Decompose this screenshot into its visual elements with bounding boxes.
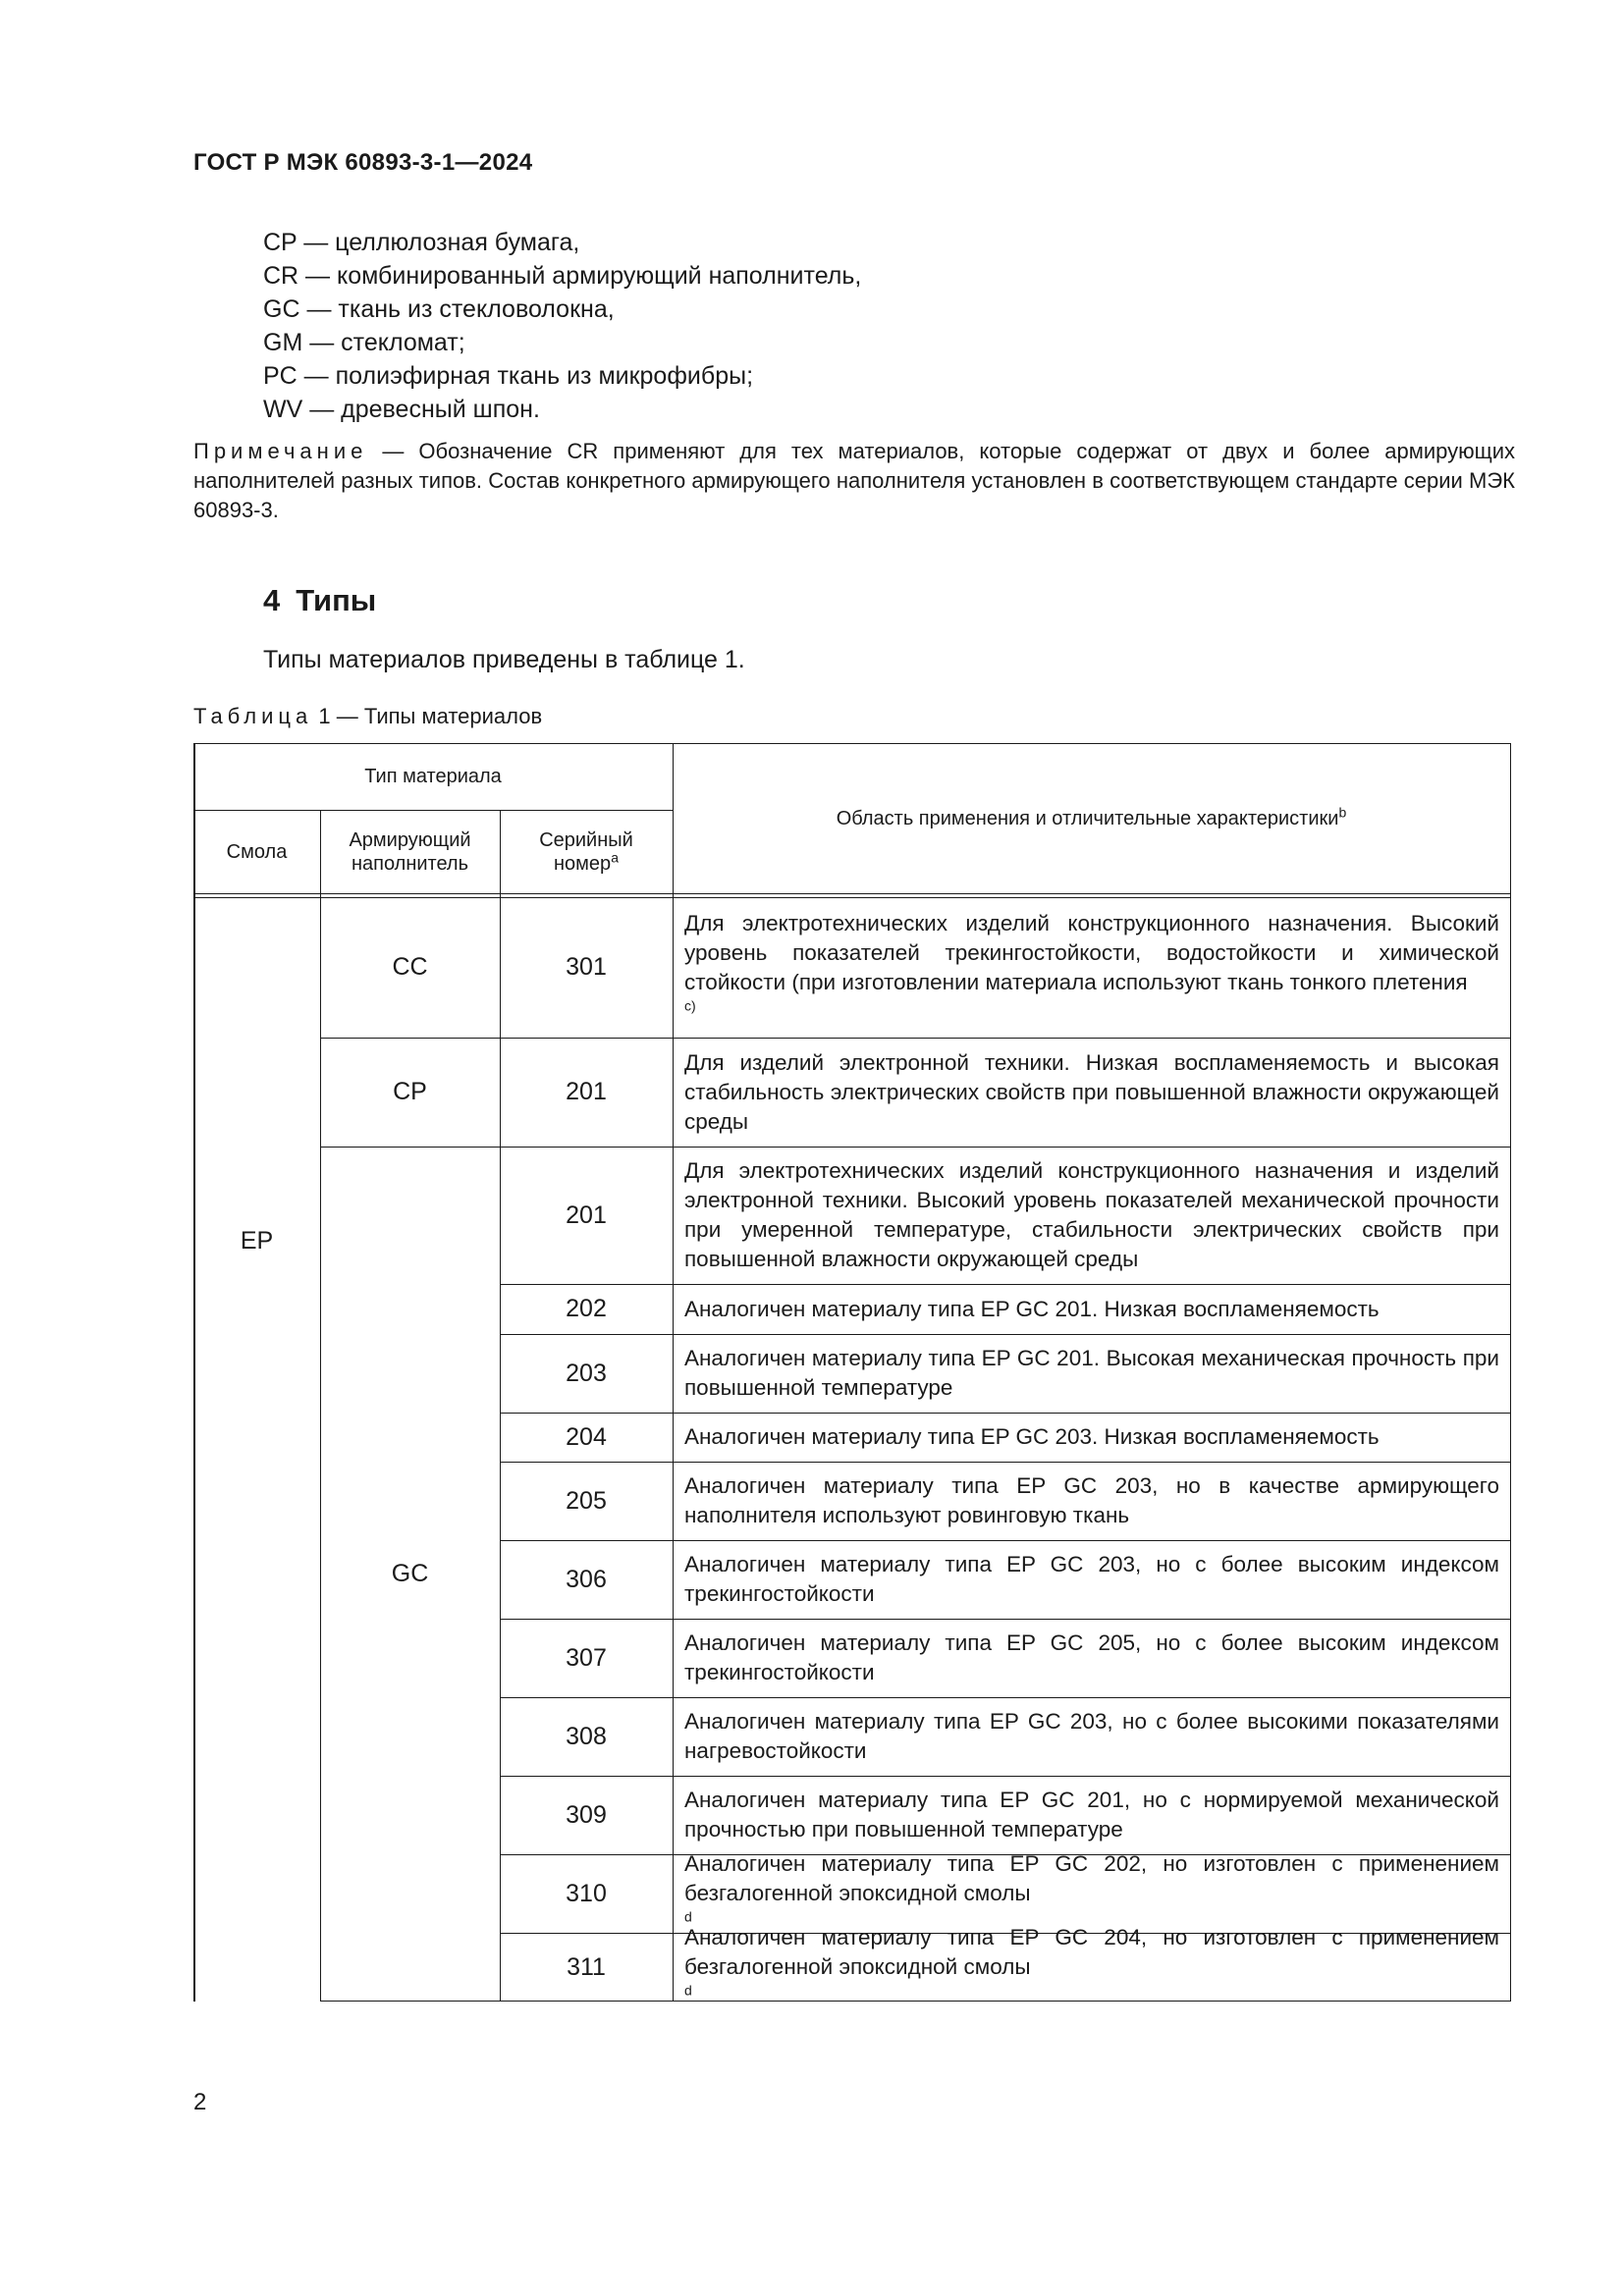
table-caption-text: 1 — Типы материалов <box>318 704 543 728</box>
description-cell <box>684 1697 1499 1776</box>
serial-cell: 201 <box>566 1078 607 1105</box>
description-text: Для электротехнических изделий конструкционного назначения. Высокий уровень показателей трекингостойкости, водостойкости и химической стойкости (при изготовлении материала используют ткань тонкого плетения <box>684 910 1499 994</box>
description-text: Аналогичен материалу типа EP GC 201. Высокая механическая прочность при повышенной температуре <box>684 1346 1499 1400</box>
description-text: Аналогичен материалу типа EP GC 203, но в качестве армирующего наполнителя используют ровинговую ткань <box>684 1473 1499 1527</box>
materials-table <box>193 743 1511 2002</box>
header-application-text: Область применения и отличительные характеристики <box>836 807 1339 829</box>
note-paragraph <box>193 437 1515 525</box>
description-text: Аналогичен материалу типа EP GC 201. Низкая воспламеняемость <box>684 1296 1380 1321</box>
description-text: Для электротехнических изделий конструкционного назначения и изделий электронной техники. Высокий уровень показателей механической прочности при умеренной температуре, стабильности электрических свойств при повышенной влажности окружающей среды <box>684 1158 1499 1271</box>
description-cell <box>684 1925 1499 2002</box>
list-item: GC — ткань из стекловолокна, <box>263 295 615 323</box>
description-text: Аналогичен материалу типа EP GC 205, но с более высоким индексом трекингостойкости <box>684 1630 1499 1684</box>
description-cell <box>684 1776 1499 1854</box>
description-text: Аналогичен материалу типа EP GC 201, но с нормируемой механической прочностью при повышенной температуре <box>684 1788 1499 1842</box>
list-item: WV — древесный шпон. <box>263 396 540 423</box>
description-cell <box>684 1851 1499 1933</box>
serial-cell: 310 <box>566 1879 607 1907</box>
reinforcement-cell: GC <box>391 1560 429 1587</box>
description-cell <box>684 1334 1499 1413</box>
description-text: Аналогичен материалу типа EP GC 203, но с более высоким индексом трекингостойкости <box>684 1552 1499 1606</box>
serial-cell: 203 <box>566 1359 607 1387</box>
section-number: 4 <box>263 583 281 617</box>
serial-cell: 201 <box>566 1201 607 1229</box>
section-title: Типы <box>296 583 377 617</box>
description-cell <box>684 1413 1499 1462</box>
description-text: Аналогичен материалу типа EP GC 203, но с более высокими показателями нагревостойкости <box>684 1709 1499 1763</box>
header-reinforcement-line1: Армирующий <box>349 828 471 851</box>
header-serial-footnote: a <box>611 848 619 865</box>
serial-cell: 202 <box>566 1295 607 1322</box>
description-cell <box>684 1540 1499 1619</box>
table-rule <box>673 743 674 2002</box>
note-text: — Обозначение CR применяют для тех материалов, которые содержат от двух и более армирующих наполнителей разных типов. Состав конкретного армирующего наполнителя установлен в соответствующем стандарте серии МЭК 60893-3. <box>193 439 1515 522</box>
header-application-footnote: b <box>1338 803 1347 820</box>
note-label: Примечание <box>193 439 368 463</box>
serial-cell: 307 <box>566 1643 607 1672</box>
description-text: Аналогичен материалу типа EP GC 204, но изготовлен с применением безгалогенной эпоксидной смолы <box>684 1925 1499 1979</box>
serial-cell: 306 <box>566 1565 607 1593</box>
description-footnote: c) <box>684 997 696 1013</box>
description-cell <box>684 1038 1499 1147</box>
page-number: 2 <box>193 2089 207 2115</box>
reinforcement-cell: CC <box>392 953 428 981</box>
description-cell <box>684 1147 1499 1284</box>
serial-cell: 308 <box>566 1722 607 1750</box>
reinforcement-cell: CP <box>393 1078 427 1105</box>
abbreviation-list <box>263 226 861 426</box>
header-resin: Смола <box>226 840 288 863</box>
resin-cell: EP <box>240 1226 274 1255</box>
description-footnote: d <box>684 1982 692 1999</box>
table-rule <box>193 893 1511 894</box>
section-intro: Типы материалов приведены в таблице 1. <box>263 646 745 673</box>
header-application <box>673 743 1510 893</box>
description-text: Для изделий электронной техники. Низкая воспламеняемость и высокая стабильность электрических свойств при повышенной влажности окружающей среды <box>684 1049 1499 1134</box>
serial-cell: 309 <box>566 1800 607 1829</box>
description-cell <box>684 897 1499 1038</box>
list-item: CR — комбинированный армирующий наполнитель, <box>263 262 862 290</box>
serial-cell: 301 <box>566 953 607 981</box>
serial-cell: 311 <box>567 1952 606 1981</box>
header-material-type: Тип материала <box>364 766 502 787</box>
table-rule <box>1510 743 1511 2002</box>
standard-header: ГОСТ Р МЭК 60893-3-1—2024 <box>193 149 533 176</box>
header-serial-line2: номер <box>554 852 612 875</box>
description-footnote: d <box>684 1908 692 1925</box>
list-item: CP — целлюлозная бумага, <box>263 229 580 256</box>
header-reinforcement-line2: наполнитель <box>351 852 469 875</box>
table-caption <box>193 704 542 729</box>
header-serial <box>500 810 673 893</box>
section-heading <box>263 583 376 618</box>
description-text: Аналогичен материалу типа EP GC 203. Низкая воспламеняемость <box>684 1424 1380 1449</box>
serial-cell: 204 <box>566 1422 607 1451</box>
serial-cell: 205 <box>566 1486 607 1515</box>
description-cell <box>684 1619 1499 1697</box>
description-cell <box>684 1462 1499 1540</box>
description-text: Аналогичен материалу типа EP GC 202, но изготовлен с применением безгалогенной эпоксидной смолы <box>684 1851 1499 1905</box>
header-serial-line1: Серийный <box>539 828 633 851</box>
list-item: PC — полиэфирная ткань из микрофибры; <box>263 362 754 390</box>
table-caption-label: Таблица <box>193 704 313 728</box>
description-cell <box>684 1284 1499 1334</box>
header-reinforcement <box>320 810 500 893</box>
list-item: GM — стекломат; <box>263 329 465 356</box>
